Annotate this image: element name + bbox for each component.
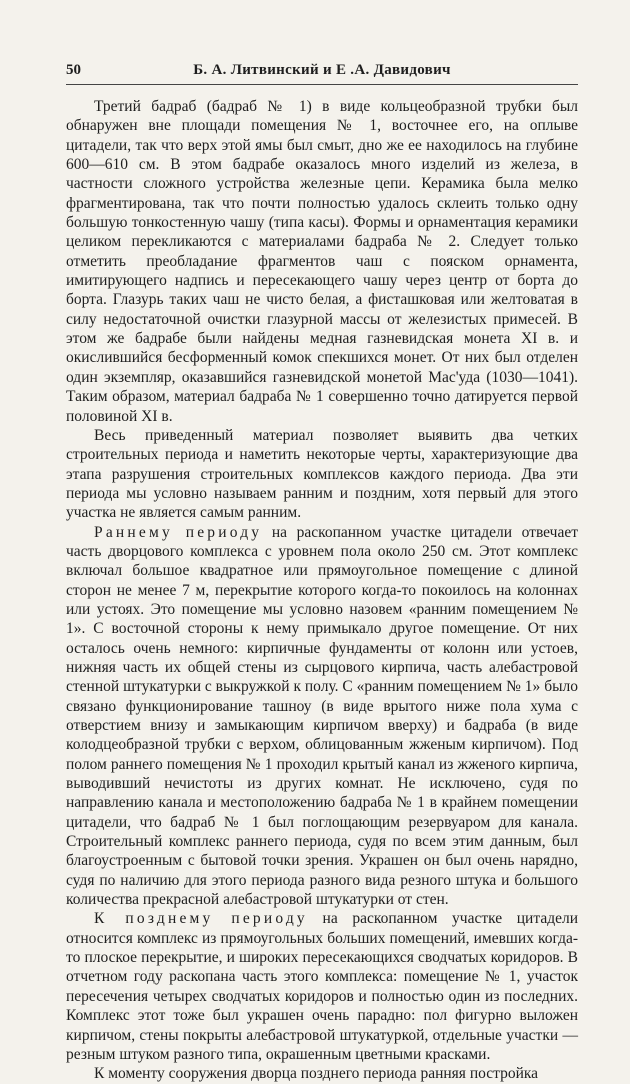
- paragraph-text: Весь приведенный материал позволяет выявить два четких строительных периода и наметить некоторые черты, характеризующие два этапа разрушения строительных комплексов каждого периода. Два эти периода мы условно называем ранним и поздним, хотя первый для этого участка не является самым ранним.: [66, 426, 578, 522]
- paragraph-text: Третий бадраб (бадраб № 1) в виде кольцеобразной трубки был обнаружен вне площади помещения № 1, восточнее его, на оплыве цитадели, так что верх этой ямы был смыт, дно же ее находилось на глубине 600—610 см. В этом бадрабе оказалось много изделий из железа, в частности сложного устройства железные цепи. Керамика была мелко фрагментирована, так что почти полностью удалось склеить только одну большую тонкостенную чашу (типа касы). Формы и орнаментация керамики целиком перекликаются с материалами бадраба № 2. Следует только отметить преобладание фрагментов чаш с пояском орнамента, имитирующего надпись и пересекающего чашу через центр от борта до борта. Глазурь таких чаш не чисто белая, а фисташковая или желтоватая в силу недостаточной очистки глазурной массы от железистых примесей. В этом же бадрабе были найдены медная газневидская монета XI в. и окислившийся бесформенный комок спекшихся монет. От них был отделен один экземпляр, оказавшийся газневидской монетой Мас'уда (1030—1041). Таким образом, материал бадраба № 1 совершенно точно датируется первой половиной XI в.: [66, 98, 578, 425]
- running-head: Б. А. Литвинский и Е .А. Давидович: [193, 62, 451, 78]
- paragraph-lead: Раннему периоду: [94, 523, 263, 541]
- body-text: [66, 97, 578, 1084]
- paragraph-badrab-1: [66, 97, 578, 426]
- paragraph-lead: К позднему периоду: [94, 910, 308, 928]
- page-header: [66, 60, 578, 85]
- paragraph-summary: [66, 426, 578, 523]
- paragraph-text: К моменту сооружения дворца позднего периода ранняя постройка: [94, 1065, 539, 1083]
- paragraph-early-period: [66, 523, 578, 910]
- paragraph-text: на раскопанном участке цитадели относится комплекс из прямоугольных больших помещений, имевших когда-то плоское перекрытие, и широких пересекающихся сводчатых коридоров. В отчетном году раскопана часть этого комплекса: помещение № 1, участок пересечения четырех сводчатых коридоров и полностью один из последних. Комплекс этот тоже был украшен очень парадно: пол фигурно выложен кирпичом, стены покрыты алебастровой штукатуркой, отдельные участки — резным штуком разного типа, окрашенным цветными красками.: [66, 910, 578, 1063]
- paragraph-text: на раскопанном участке цитадели отвечает часть дворцового комплекса с уровнем пола около 250 см. Этот комплекс включал большое квадратное или прямоугольное помещение с длиной сторон не менее 7 м, перекрытие которого когда-то покоилось на колоннах или устоях. Это помещение мы условно назовем «ранним помещением № 1». С восточной стороны к нему примыкало другое помещение. От них осталось очень немного: кирпичные фундаменты от колонн или устоев, нижняя часть их общей стены из сырцового кирпича, часть алебастровой стенной штукатурки с выкружкой к полу. С «ранним помещением № 1» было связано функционирование ташноу (в виде врытого ниже пола хума с отверстием внизу и замыкающим кирпичом вверху) и бадраба (в виде колодцеобразной трубки с верхом, облицованным жженым кирпичом). Под полом раннего помещения № 1 проходил крытый канал из жженого кирпича, выводивший нечистоты из других комнат. Не исключено, судя по направлению канала и местоположению бадраба № 1 в крайнем помещении цитадели, что бадраб № 1 был поглощающим резервуаром для канала. Строительный комплекс раннего периода, судя по всем этим данным, был благоустроенным с бытовой точки зрения. Украшен он был очень нарядно, судя по наличию для этого периода разного вида резного штука и большого количества прекрасной алебастровой штукатурки от стен.: [66, 523, 579, 909]
- page-number: 50: [66, 62, 81, 78]
- paragraph-continuation: [66, 1064, 578, 1083]
- paragraph-late-period: [66, 909, 578, 1064]
